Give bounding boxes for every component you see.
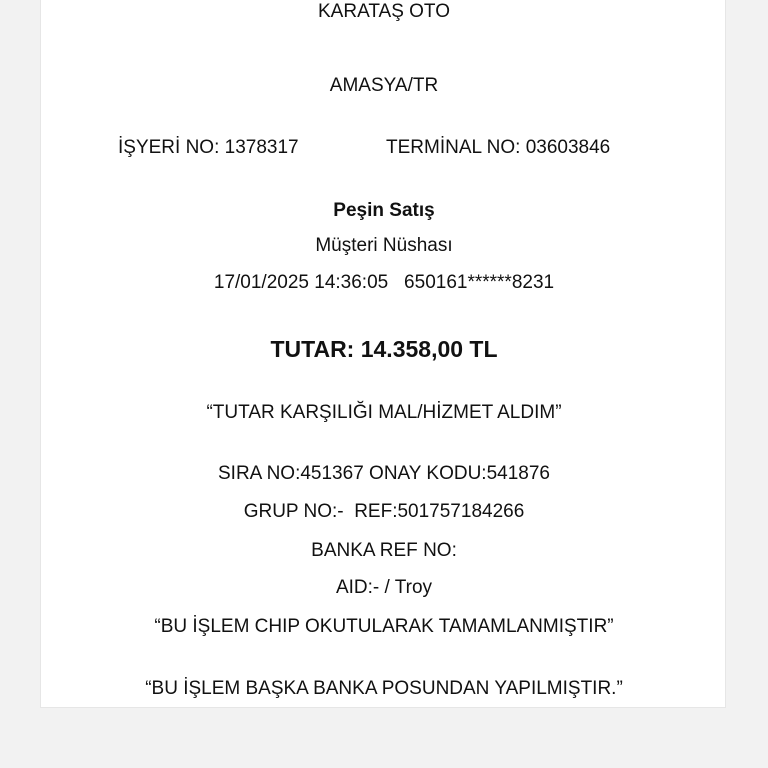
amount-total: TUTAR: 14.358,00 TL <box>270 336 498 362</box>
other-bank-note: “BU İŞLEM BAŞKA BANKA POSUNDAN YAPILMIŞTIR.” <box>145 678 623 699</box>
bank-reference: BANKA REF NO: <box>311 540 457 561</box>
acknowledgement-text: “TUTAR KARŞILIĞI MAL/HİZMET ALDIM” <box>206 402 562 423</box>
chip-note: “BU İŞLEM CHIP OKUTULARAK TAMAMLANMIŞTIR” <box>154 616 614 637</box>
aid-info: AID:- / Troy <box>335 577 433 598</box>
group-reference: GRUP NO:- REF:501757184266 <box>243 501 525 522</box>
workplace-number: İŞYERİ NO: 1378317 <box>118 137 299 158</box>
merchant-location: AMASYA/TR <box>329 75 439 96</box>
datetime-card-number: 17/01/2025 14:36:05 650161******8231 <box>213 272 555 293</box>
merchant-ids-row <box>0 136 768 160</box>
transaction-type: Peşin Satış <box>333 200 435 221</box>
copy-label: Müşteri Nüshası <box>315 235 453 256</box>
sequence-approval-code: SIRA NO:451367 ONAY KODU:541876 <box>218 463 550 484</box>
merchant-name: KARATAŞ OTO <box>318 1 450 22</box>
terminal-number: TERMİNAL NO: 03603846 <box>386 137 611 158</box>
